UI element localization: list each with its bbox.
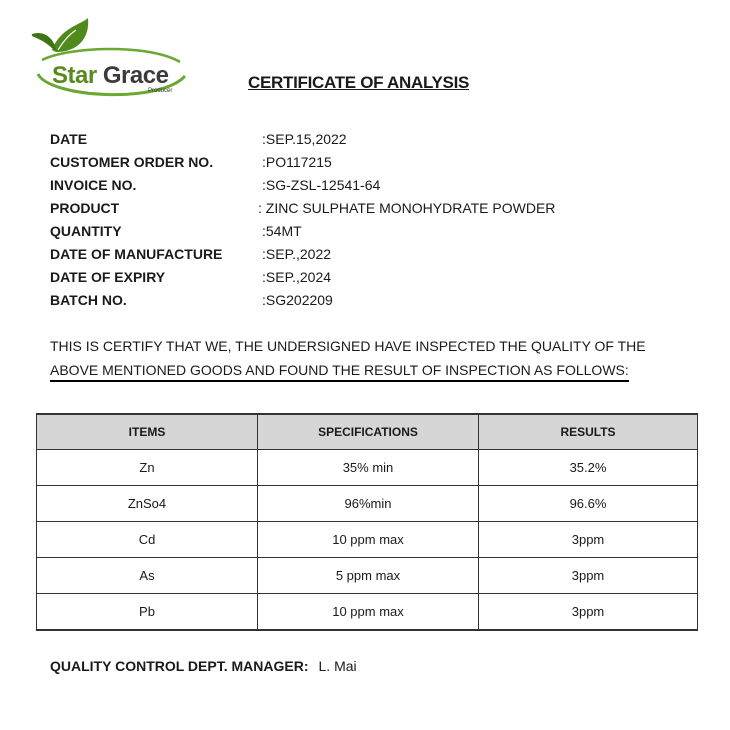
company-logo: [30, 16, 190, 98]
result-cell: 3ppm: [479, 594, 698, 631]
brand-word-star: Star: [52, 62, 97, 89]
column-header-items: ITEMS: [37, 414, 258, 450]
info-label: DATE OF MANUFACTURE: [50, 246, 223, 262]
specification-cell: 96%min: [258, 486, 479, 522]
document-title: CERTIFICATE OF ANALYSIS: [248, 73, 470, 92]
item-cell: Cd: [37, 522, 258, 558]
info-label: INVOICE NO.: [50, 177, 137, 193]
info-value: : ZINC SULPHATE MONOHYDRATE POWDER: [258, 200, 556, 216]
item-cell: Pb: [37, 594, 258, 631]
manager-name: L. Mai: [318, 658, 357, 674]
result-cell: 3ppm: [479, 522, 698, 558]
column-header-specifications: SPECIFICATIONS: [258, 414, 479, 450]
table-row: [37, 522, 698, 558]
info-value: :PO117215: [262, 154, 332, 170]
info-label: DATE OF EXPIRY: [50, 269, 166, 285]
info-value: :SG-ZSL-12541-64: [262, 177, 381, 193]
result-cell: 3ppm: [479, 558, 698, 594]
brand-name: [52, 62, 168, 90]
info-value: :SEP.,2022: [262, 246, 332, 262]
info-value: :SEP.,2024: [262, 269, 332, 285]
column-header-results: RESULTS: [479, 414, 698, 450]
specification-cell: 10 ppm max: [258, 522, 479, 558]
result-cell: 96.6%: [479, 486, 698, 522]
table-row: [37, 450, 698, 486]
info-value: :54MT: [262, 223, 302, 239]
info-label: CUSTOMER ORDER NO.: [50, 154, 214, 170]
signoff-line: [50, 658, 357, 674]
specification-cell: 5 ppm max: [258, 558, 479, 594]
statement-line-2: ABOVE MENTIONED GOODS AND FOUND THE RESULT OF INSPECTION AS FOLLOWS:: [50, 362, 629, 382]
info-label: BATCH NO.: [50, 292, 127, 308]
result-cell: 35.2%: [479, 450, 698, 486]
info-value: :SEP.15,2022: [262, 131, 347, 147]
brand-word-grace: Grace: [102, 62, 169, 89]
certification-statement: [50, 338, 646, 386]
info-label: QUANTITY: [50, 223, 122, 239]
brand-tagline: Producer: [148, 88, 173, 94]
signoff-label: QUALITY CONTROL DEPT. MANAGER:: [50, 658, 309, 674]
table-header-row: [37, 414, 698, 450]
item-cell: As: [37, 558, 258, 594]
analysis-results-table: [36, 413, 698, 631]
table-row: [37, 558, 698, 594]
item-cell: ZnSo4: [37, 486, 258, 522]
specification-cell: 35% min: [258, 450, 479, 486]
statement-line-1: THIS IS CERTIFY THAT WE, THE UNDERSIGNED HAVE INSPECTED THE QUALITY OF THE: [50, 338, 646, 354]
info-label: PRODUCT: [50, 200, 120, 216]
specification-cell: 10 ppm max: [258, 594, 479, 631]
table-row: [37, 594, 698, 631]
info-label: DATE: [50, 131, 88, 147]
info-value: :SG202209: [262, 292, 333, 308]
item-cell: Zn: [37, 450, 258, 486]
table-row: [37, 486, 698, 522]
